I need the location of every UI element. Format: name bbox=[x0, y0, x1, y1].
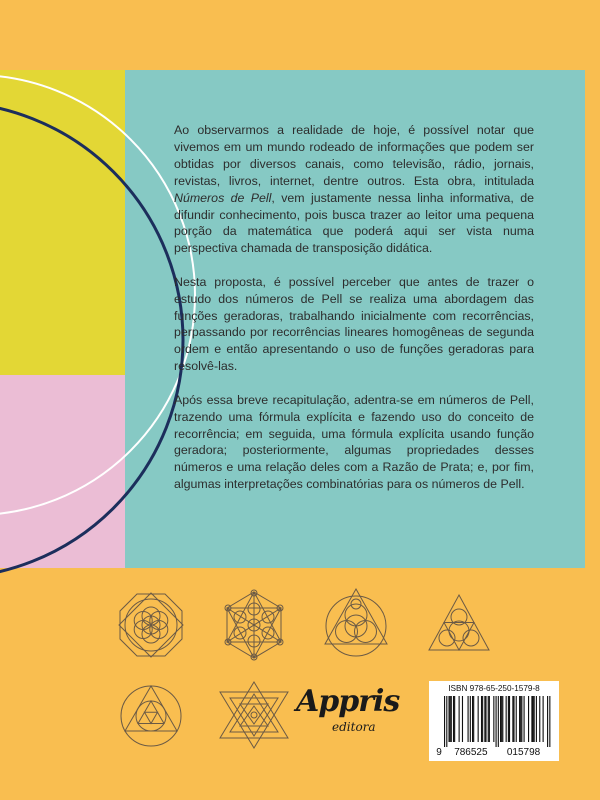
isbn-barcode-box bbox=[429, 681, 559, 761]
barcode-bar bbox=[516, 696, 517, 742]
barcode-bar bbox=[524, 696, 525, 742]
isbn-label: ISBN 978-65-250-1579-8 bbox=[448, 684, 540, 693]
barcode-bar bbox=[539, 696, 540, 742]
barcode-bar bbox=[521, 696, 522, 742]
barcode-bar bbox=[520, 696, 521, 742]
barcode-bar bbox=[493, 696, 494, 742]
barcode-digits: 786525 bbox=[454, 747, 488, 758]
barcode-bar bbox=[501, 696, 502, 742]
barcode-bar bbox=[543, 696, 544, 742]
barcode-bar bbox=[547, 696, 548, 747]
barcode-bar bbox=[481, 696, 482, 742]
barcode-bar bbox=[448, 696, 449, 742]
barcode-bar bbox=[500, 696, 501, 742]
barcode-bar bbox=[498, 696, 499, 747]
nested-triangles-icon bbox=[117, 680, 185, 748]
barcode-bar bbox=[472, 696, 473, 742]
barcode-digits: 015798 bbox=[506, 747, 541, 758]
barcode-bar bbox=[513, 696, 514, 742]
barcode-bar bbox=[470, 696, 471, 742]
publisher-tagline: editora bbox=[332, 720, 376, 734]
barcode-bar bbox=[489, 696, 490, 742]
barcode-bar bbox=[519, 696, 520, 742]
barcode-bar bbox=[496, 696, 497, 747]
metatrons-cube-icon bbox=[220, 589, 288, 661]
barcode-bar bbox=[478, 696, 479, 742]
barcode-bar bbox=[444, 696, 445, 747]
barcode-bar bbox=[473, 696, 474, 742]
barcode-bar bbox=[485, 696, 486, 742]
barcode bbox=[435, 696, 553, 758]
barcode-bar bbox=[512, 696, 513, 742]
barcode-digits: 9 bbox=[436, 747, 442, 758]
triangle-circles-icon bbox=[427, 592, 491, 656]
sri-yantra-star-icon bbox=[218, 680, 290, 750]
seed-of-life-triangle-icon bbox=[321, 586, 391, 660]
barcode-bar bbox=[531, 696, 532, 742]
navy-arc bbox=[0, 102, 183, 578]
barcode-bar bbox=[484, 696, 485, 742]
barcode-bar bbox=[528, 696, 529, 742]
barcode-bar bbox=[451, 696, 452, 742]
blurb-text-segment: , vem justamente nessa linha informativa, de difundir conhecimento, pois busca trazer ao leitor uma pequena porção da matemática que poderá aqui ser vista numa perspectiva chamada de transposição didática. bbox=[174, 190, 535, 256]
barcode-bar bbox=[462, 696, 463, 742]
barcode-bar bbox=[502, 696, 503, 742]
barcode-bar bbox=[450, 696, 451, 742]
barcode-bar bbox=[459, 696, 460, 742]
barcode-bar bbox=[536, 696, 537, 742]
blurb-paragraph-2: Nesta proposta, é possível perceber que antes de trazer o estudo dos números de Pell se realiza uma abordagem das funções geradoras, trabalhando inicialmente com recorrências, perpassando por recorrências lineares homogêneas de segunda ordem e então apresentando o uso de funções geradoras para resolvê-las. bbox=[174, 274, 534, 374]
barcode-bar bbox=[532, 696, 533, 742]
barcode-bar bbox=[468, 696, 469, 742]
blurb-paragraph-1 bbox=[174, 122, 534, 257]
flower-of-life-octagon-icon bbox=[117, 591, 185, 659]
barcode-bar bbox=[506, 696, 507, 742]
barcode-bar bbox=[508, 696, 509, 742]
barcode-bar bbox=[488, 696, 489, 742]
blurb-text bbox=[174, 122, 534, 510]
publisher-name: Appris bbox=[296, 684, 400, 719]
book-title-mention: Números de Pell bbox=[174, 190, 272, 205]
blurb-paragraph-3: Após essa breve recapitulação, adentra-se em números de Pell, trazendo uma fórmula explícita e fazendo uso do conceito de recorrência; em seguida, uma fórmula explícita usando função geradora; posteriormente, algumas propriedades desses números e uma relação deles com a Razão de Prata; e, por fim, algumas interpretações combinatórias para os números de Pell. bbox=[174, 392, 534, 492]
barcode-bar bbox=[446, 696, 447, 747]
barcode-bar bbox=[534, 696, 535, 742]
white-arc bbox=[0, 75, 195, 515]
blurb-text-segment: Ao observarmos a realidade de hoje, é possível notar que vivemos em um mundo rodeado de informações que podem ser obtidas por diversos canais, como televisão, rádio, jornais, revistas, livros, internet, dentre outros. Esta obra, intitulada bbox=[174, 123, 534, 188]
barcode-bar bbox=[454, 696, 455, 742]
barcode-bar bbox=[453, 696, 454, 742]
barcode-bar bbox=[482, 696, 483, 742]
barcode-bar bbox=[509, 696, 510, 742]
publisher-logo bbox=[290, 684, 410, 740]
barcode-bar bbox=[549, 696, 550, 747]
